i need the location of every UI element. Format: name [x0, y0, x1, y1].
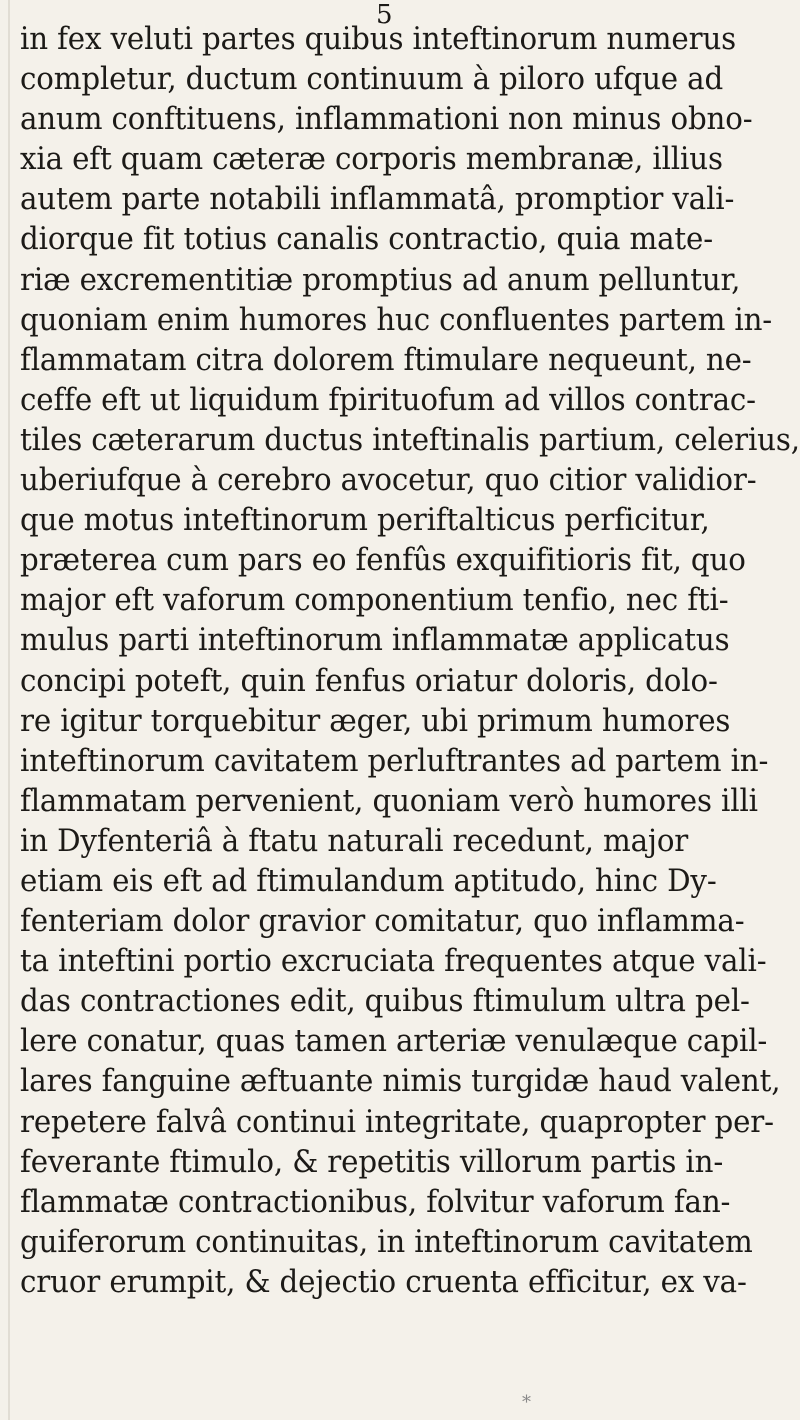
signature-mark: 5: [376, 0, 393, 30]
text-line: das contractiones edit, quibus ftimulum ultra pel-: [20, 984, 750, 1020]
text-line: feverante ftimulo, & repetitis villorum partis in-: [20, 1144, 724, 1180]
text-line: quoniam enim humores huc confluentes partem in-: [20, 302, 773, 338]
text-line: xia eft quam cæteræ corporis membranæ, illius: [20, 142, 723, 178]
footer-mark: *: [522, 1392, 531, 1413]
text-line: cruor erumpit, & dejectio cruenta efficitur, ex va-: [20, 1264, 747, 1300]
text-line: anum conftituens, inflammationi non minus obno-: [20, 102, 753, 138]
text-line: lere conatur, quas tamen arteriæ venulæque capil-: [20, 1024, 768, 1060]
text-line: completur, ductum continuum à piloro ufque ad: [20, 62, 724, 98]
text-line: repetere falvâ continui integritate, quapropter per-: [20, 1104, 774, 1140]
text-line: præterea cum pars eo fenfûs exquifitioris fit, quo: [20, 543, 746, 579]
text-line: uberiufque à cerebro avocetur, quo citior validior-: [20, 463, 757, 499]
text-line: tiles cæterarum ductus inteftinalis partium, celerius,: [20, 422, 800, 458]
text-line: que motus inteftinorum periftalticus perficitur,: [20, 503, 710, 539]
text-line: mulus parti inteftinorum inflammatæ applicatus: [20, 623, 730, 659]
text-line: etiam eis eft ad ftimulandum aptitudo, hinc Dy-: [20, 863, 717, 899]
text-line: flammatam pervenient, quoniam verò humores illi: [20, 783, 758, 819]
text-line: ta inteftini portio excruciata frequentes atque vali-: [20, 944, 767, 980]
text-line: flammatam citra dolorem ftimulare nequeunt, ne-: [20, 342, 752, 378]
text-line: in fex veluti partes quibus inteftinorum numerus: [20, 22, 737, 57]
text-line: concipi poteft, quin fenfus oriatur doloris, dolo-: [20, 663, 718, 699]
text-line: lares fanguine æftuante nimis turgidæ haud valent,: [20, 1064, 781, 1100]
text-line: ceffe eft ut liquidum fpirituofum ad villos contrac-: [20, 382, 756, 418]
text-line: major eft vaforum componentium tenfio, nec fti-: [20, 583, 729, 619]
text-line: in Dyfenteriâ à ftatu naturali recedunt, major: [20, 823, 689, 859]
body-text: [20, 20, 800, 1303]
text-line: autem parte notabili inflammatâ, promptior vali-: [20, 182, 735, 218]
text-line: guiferorum continuitas, in inteftinorum cavitatem: [20, 1224, 753, 1260]
text-line: flammatæ contractionibus, folvitur vaforum fan-: [20, 1184, 731, 1220]
text-line: re igitur torquebitur æger, ubi primum humores: [20, 703, 731, 739]
page-edge-shadow: [8, 0, 10, 1420]
text-line: fenteriam dolor gravior comitatur, quo inflamma-: [20, 904, 745, 940]
text-line: diorque fit totius canalis contractio, quia mate-: [20, 222, 713, 258]
text-line: riæ excrementitiæ promptius ad anum pelluntur,: [20, 262, 741, 298]
text-line: inteftinorum cavitatem perluftrantes ad partem in-: [20, 743, 769, 779]
